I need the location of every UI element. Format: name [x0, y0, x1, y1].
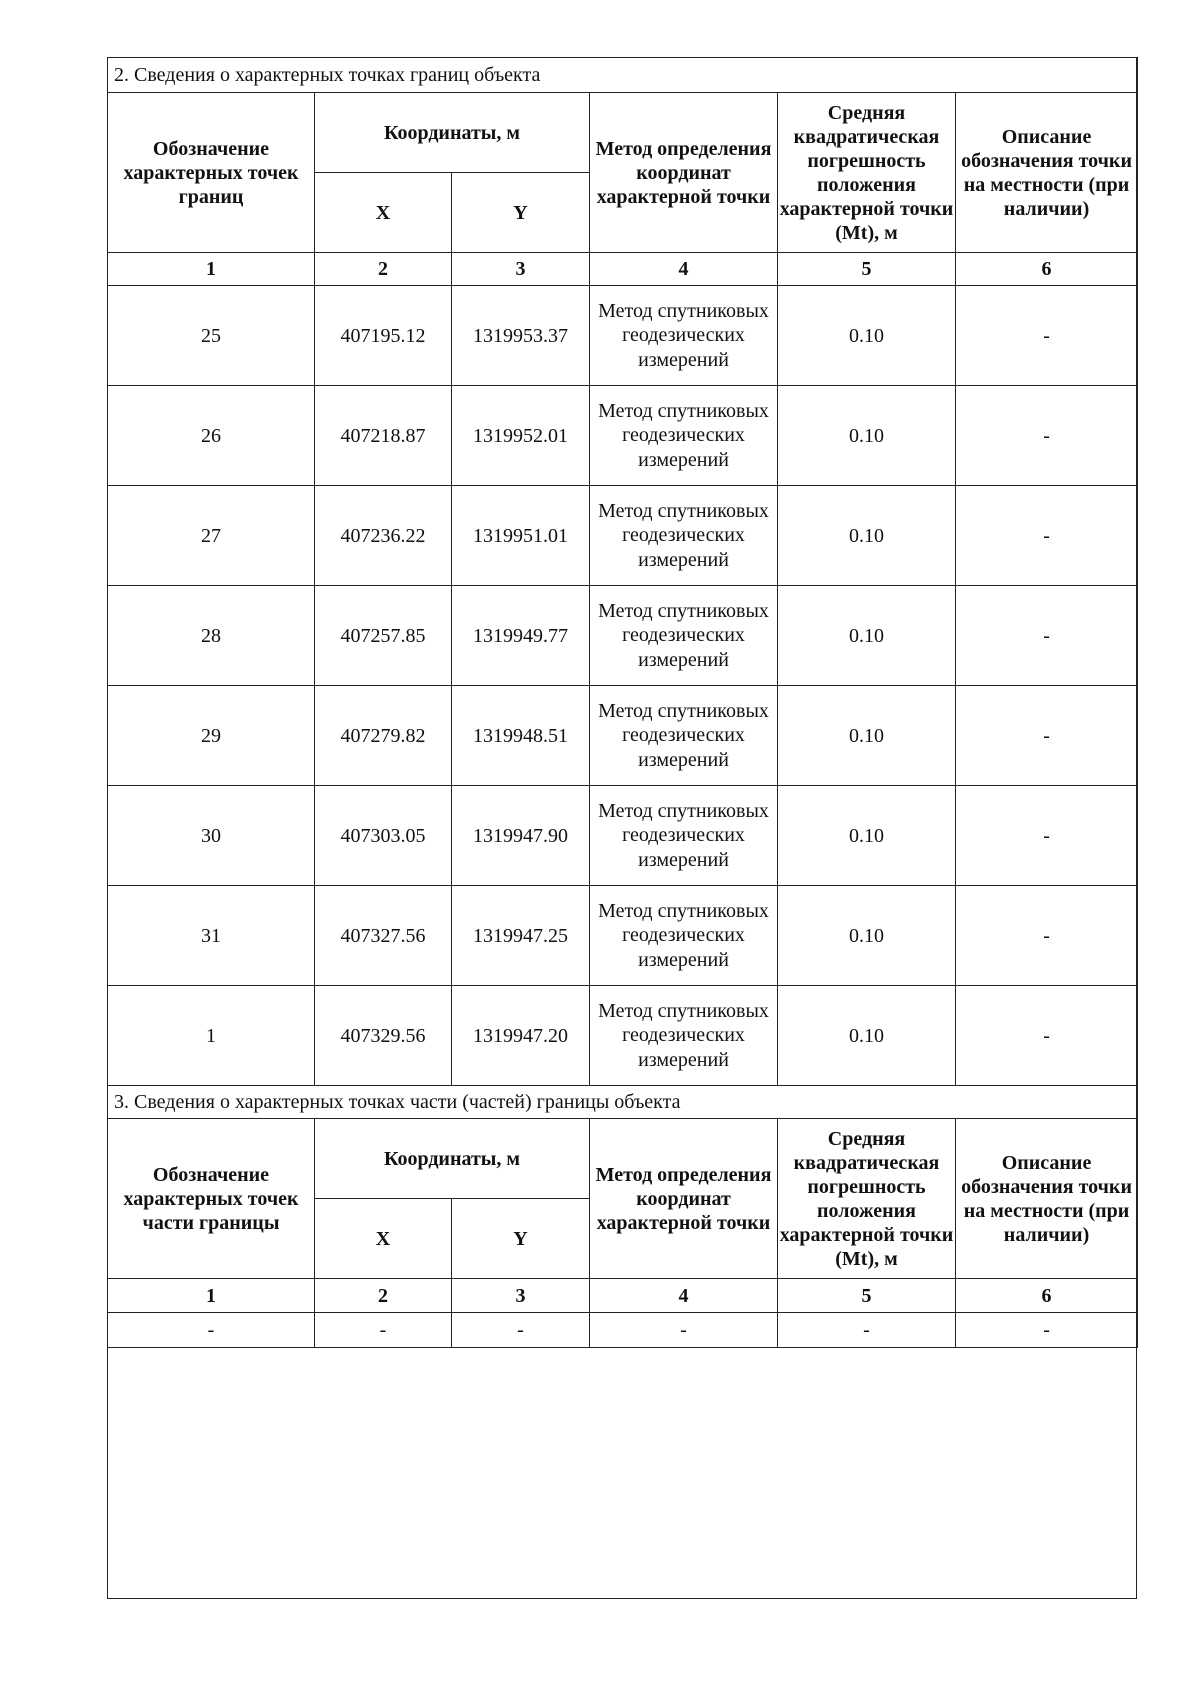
header-x: X: [315, 1199, 452, 1279]
coord-y: 1319947.25: [452, 886, 590, 986]
column-number: 4: [590, 253, 778, 286]
points-table: [107, 57, 1138, 1348]
table-row: [108, 686, 1138, 786]
coord-x: 407257.85: [315, 586, 452, 686]
column-number: 3: [452, 253, 590, 286]
method: Метод спутниковых геодезических измерений: [590, 386, 778, 486]
header-coordinates: Координаты, м: [315, 1119, 590, 1199]
column-number: 3: [452, 1279, 590, 1313]
method: Метод спутниковых геодезических измерений: [590, 486, 778, 586]
method: Метод спутниковых геодезических измерений: [590, 886, 778, 986]
coord-x: 407236.22: [315, 486, 452, 586]
table-row: [108, 786, 1138, 886]
coord-x: 407195.12: [315, 286, 452, 386]
description: -: [956, 786, 1138, 886]
section-3-title: 3. Сведения о характерных точках части (частей) границы объекта: [108, 1086, 1138, 1119]
description: -: [956, 586, 1138, 686]
column-number: 6: [956, 253, 1138, 286]
header-mean-error: Средняя квадратическая погрешность положения характерной точки (Mt), м: [778, 1119, 956, 1279]
header-y: Y: [452, 173, 590, 253]
point-id: 27: [108, 486, 315, 586]
column-number: 4: [590, 1279, 778, 1313]
mean-error: 0.10: [778, 886, 956, 986]
header-point-designation: Обозначение характерных точек границ: [108, 93, 315, 253]
table-row: [108, 486, 1138, 586]
coord-y: 1319947.90: [452, 786, 590, 886]
coord-y: 1319948.51: [452, 686, 590, 786]
description: -: [956, 286, 1138, 386]
point-id: 25: [108, 286, 315, 386]
mean-error: 0.10: [778, 786, 956, 886]
point-id: 31: [108, 886, 315, 986]
coord-y: -: [452, 1313, 590, 1348]
header-x: X: [315, 173, 452, 253]
method: Метод спутниковых геодезических измерений: [590, 686, 778, 786]
table-row: [108, 1313, 1138, 1348]
column-number: 5: [778, 253, 956, 286]
column-number: 2: [315, 253, 452, 286]
mean-error: 0.10: [778, 986, 956, 1086]
method: Метод спутниковых геодезических измерений: [590, 786, 778, 886]
coord-x: 407303.05: [315, 786, 452, 886]
table-row: [108, 386, 1138, 486]
header-description: Описание обозначения точки на местности (при наличии): [956, 93, 1138, 253]
column-number: 6: [956, 1279, 1138, 1313]
mean-error: 0.10: [778, 386, 956, 486]
description: -: [956, 1313, 1138, 1348]
header-coordinates: Координаты, м: [315, 93, 590, 173]
coord-x: 407218.87: [315, 386, 452, 486]
table-row: [108, 286, 1138, 386]
method: Метод спутниковых геодезических измерений: [590, 986, 778, 1086]
description: -: [956, 986, 1138, 1086]
table-row: [108, 886, 1138, 986]
column-number: 1: [108, 1279, 315, 1313]
coord-x: -: [315, 1313, 452, 1348]
mean-error: 0.10: [778, 286, 956, 386]
point-id: 30: [108, 786, 315, 886]
point-id: 1: [108, 986, 315, 1086]
coord-x: 407279.82: [315, 686, 452, 786]
header-y: Y: [452, 1199, 590, 1279]
coord-y: 1319952.01: [452, 386, 590, 486]
header-method: Метод определения координат характерной точки: [590, 93, 778, 253]
coord-x: 407329.56: [315, 986, 452, 1086]
coord-y: 1319951.01: [452, 486, 590, 586]
column-number: 2: [315, 1279, 452, 1313]
point-id: 29: [108, 686, 315, 786]
coord-y: 1319949.77: [452, 586, 590, 686]
header-description: Описание обозначения точки на местности (при наличии): [956, 1119, 1138, 1279]
method: Метод спутниковых геодезических измерений: [590, 586, 778, 686]
coord-y: 1319947.20: [452, 986, 590, 1086]
description: -: [956, 486, 1138, 586]
point-id: 26: [108, 386, 315, 486]
mean-error: 0.10: [778, 586, 956, 686]
mean-error: 0.10: [778, 486, 956, 586]
description: -: [956, 886, 1138, 986]
coord-x: 407327.56: [315, 886, 452, 986]
header-mean-error: Средняя квадратическая погрешность положения характерной точки (Mt), м: [778, 93, 956, 253]
point-id: 28: [108, 586, 315, 686]
section-2-title: 2. Сведения о характерных точках границ объекта: [108, 58, 1138, 93]
description: -: [956, 386, 1138, 486]
method: -: [590, 1313, 778, 1348]
header-method: Метод определения координат характерной точки: [590, 1119, 778, 1279]
column-number: 5: [778, 1279, 956, 1313]
table-row: [108, 986, 1138, 1086]
coord-y: 1319953.37: [452, 286, 590, 386]
mean-error: 0.10: [778, 686, 956, 786]
column-number: 1: [108, 253, 315, 286]
point-id: -: [108, 1313, 315, 1348]
description: -: [956, 686, 1138, 786]
header-part-point-designation: Обозначение характерных точек части границы: [108, 1119, 315, 1279]
document-frame: [107, 57, 1137, 1599]
mean-error: -: [778, 1313, 956, 1348]
table-row: [108, 586, 1138, 686]
method: Метод спутниковых геодезических измерений: [590, 286, 778, 386]
